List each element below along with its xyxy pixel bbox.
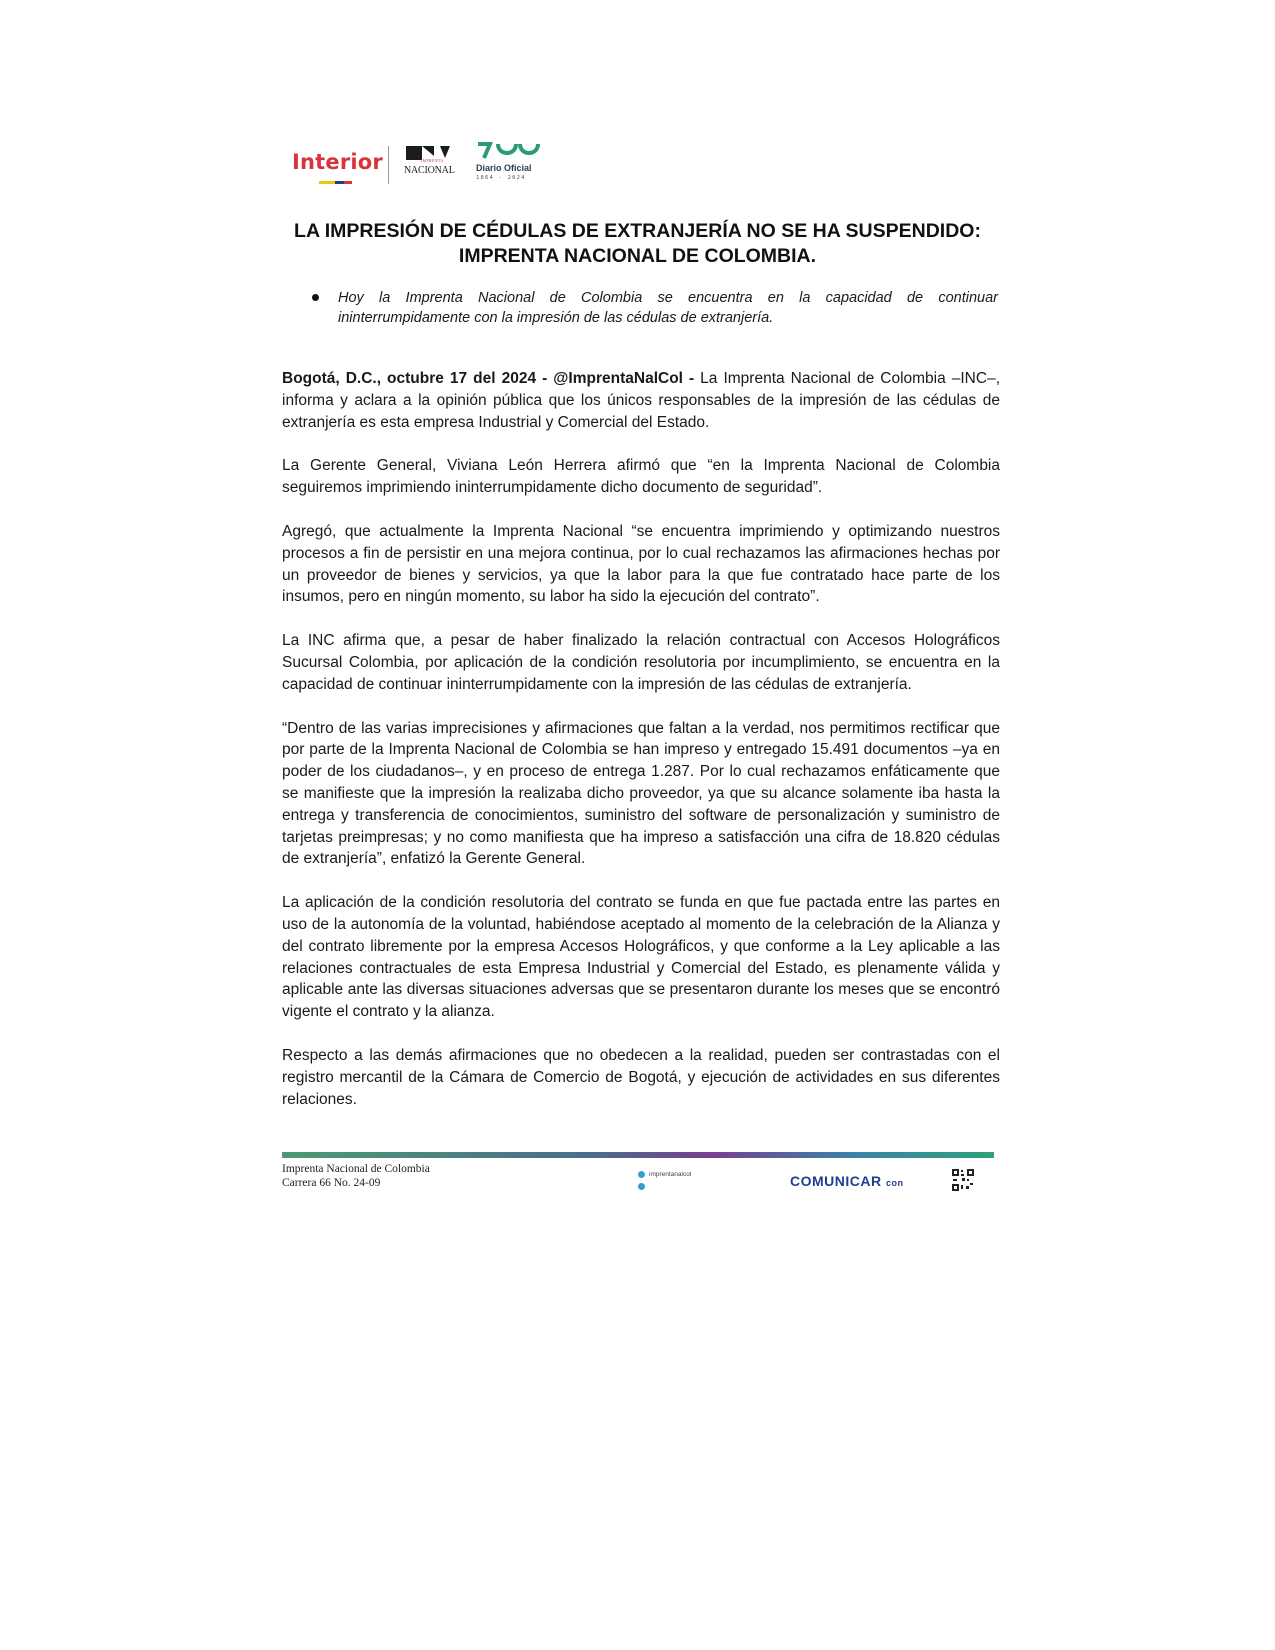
footer-org: Imprenta Nacional de Colombia <box>282 1163 430 1175</box>
paragraph-4: La INC afirma que, a pesar de haber finalizado la relación contractual con Accesos Holográficos Sucursal Colombia, por aplicación de la condición resolutoria por incumplimiento, se encuentra en la capacidad de continuar ininterrumpidamente con la impresión de las cédulas de extranjería. <box>282 632 1000 693</box>
diario-oficial-years: 1864 - 2024 <box>476 175 526 181</box>
paragraph-5: “Dentro de las varias imprecisiones y afirmaciones que faltan a la verdad, nos permitimos rectificar que por parte de la Imprenta Nacional de Colombia se han impreso y entregado 15.491 documentos –ya en poder de los ciudadanos–, y en proceso de entrega 1.287. Por lo cual rechazamos enfáticamente que se manifieste que la impresión la realizaba dicho proveedor, ya que su alcance solamente iba hasta la entrega y transferencia de conocimientos, suministro del software de personalización y suministro de tarjetas preimpresas; y no como manifiesta que ha impreso a satisfacción una cifra de 18.820 cédulas de extranjería”, enfatizó la Gerente General. <box>282 719 1000 868</box>
imprenta-nacional-emblem-icon <box>404 138 452 160</box>
paragraph-3: Agregó, que actualmente la Imprenta Nacional “se encuentra imprimiendo y optimizando nuestros procesos a fin de persistir en una mejora continua, por lo cual rechazamos las afirmaciones hechas por un proveedor de bienes y servicios, ya que la labor para la que fue contratado hace parte de los insumos, pero en ningún momento, su labor ha sido la ejecución del contrato”. <box>282 522 1000 606</box>
imprenta-nacional-logo <box>404 138 455 186</box>
imprenta-small-label: IMPRENTA <box>421 158 444 163</box>
footer-gradient-rule <box>282 1152 994 1158</box>
brand-word: COMUNICAR <box>790 1173 882 1189</box>
social-icon-2 <box>638 1183 645 1190</box>
bullet-icon <box>312 294 319 301</box>
press-release-body <box>282 368 1000 1132</box>
summary-bullet-text: Hoy la Imprenta Nacional de Colombia se encuentra en la capacidad de continuar ininterrumpidamente con la impresión de las cédulas de extranjería. <box>338 290 998 326</box>
paragraph-7: Respecto a las demás afirmaciones que no obedecen a la realidad, pueden ser contrastadas con el registro mercantil de la Cámara de Comercio de Bogotá, y ejecución de actividades en sus diferentes relaciones. <box>282 1046 1000 1108</box>
colombia-flag-bar <box>319 181 352 184</box>
page-footer <box>282 1152 994 1192</box>
letterhead <box>292 138 562 190</box>
footer-street: Carrera 66 No. 24-09 <box>282 1177 381 1189</box>
diario-oficial-logo <box>476 138 556 188</box>
diario-oficial-160-icon <box>476 138 546 162</box>
footer-address <box>282 1162 430 1190</box>
title-line-1: LA IMPRESIÓN DE CÉDULAS DE EXTRANJERÍA NO SE HA SUSPENDIDO: <box>294 220 981 242</box>
social-icon <box>638 1171 645 1178</box>
logo-divider <box>388 146 389 184</box>
paragraph-1-text: La Imprenta Nacional de Colombia –INC–, informa y aclara a la opinión pública que los únicos responsables de la impresión de las cédulas de extranjería es esta empresa Industrial y Comercial del Estado. <box>282 370 1000 431</box>
dateline: Bogotá, D.C., octubre 17 del 2024 - @ImprentaNalCol - <box>282 370 695 387</box>
title-line-2: IMPRENTA NACIONAL DE COLOMBIA. <box>458 245 817 267</box>
footer-social <box>638 1171 691 1178</box>
qr-code-icon <box>952 1169 974 1191</box>
brand-suffix: con <box>886 1178 904 1188</box>
interior-logo: Interior <box>292 150 383 174</box>
social-handle: imprentanalcol <box>649 1171 692 1179</box>
comunicar-brand <box>790 1173 904 1189</box>
paragraph-6: La aplicación de la condición resolutoria del contrato se funda en que fue pactada entre las partes en uso de la autonomía de la voluntad, habiéndose aceptado al momento de la celebración de la Alianza y del contrato libremente por la empresa Accesos Holográficos, y que conforme a la Ley aplicable a las relaciones contractuales de esta Empresa Industrial y Comercial del Estado, es plenamente válida y aplicable ante las diversas situaciones adversas que se presentaron durante los meses que se encontró vigente el contrato y la alianza. <box>282 894 1000 1021</box>
paragraph-2: La Gerente General, Viviana León Herrera afirmó que “en la Imprenta Nacional de Colombia seguiremos imprimiendo ininterrumpidamente dicho documento de seguridad”. <box>282 457 1000 497</box>
paragraph-1 <box>282 368 1000 433</box>
diario-oficial-label: Diario Oficial <box>476 163 532 173</box>
nacional-label: NACIONAL <box>404 165 455 176</box>
press-release-title <box>280 219 995 269</box>
